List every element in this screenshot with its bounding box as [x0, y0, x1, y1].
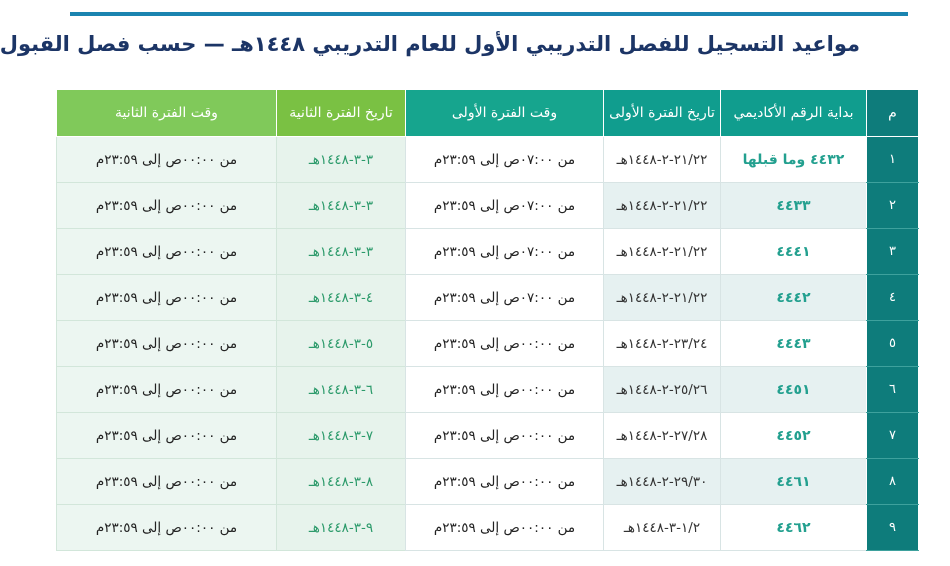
table-row — [57, 137, 919, 183]
second-period-date-cell: ٨-٣-١٤٤٨هـ — [277, 459, 406, 505]
second-period-time-cell: من ٠٠:٠٠ص إلى ٢٣:٥٩م — [57, 229, 277, 275]
table-row — [57, 413, 919, 459]
academic-start-cell: ٤٤٤٢ — [721, 275, 867, 321]
first-period-time-cell: من ٠٧:٠٠ص إلى ٢٣:٥٩م — [406, 183, 604, 229]
first-period-date-cell: ٢١/٢٢-٢-١٤٤٨هـ — [604, 275, 721, 321]
second-period-time-cell: من ٠٠:٠٠ص إلى ٢٣:٥٩م — [57, 321, 277, 367]
first-period-date-cell: ٢٣/٢٤-٢-١٤٤٨هـ — [604, 321, 721, 367]
table-row — [57, 321, 919, 367]
second-period-time-cell: من ٠٠:٠٠ص إلى ٢٣:٥٩م — [57, 137, 277, 183]
academic-start-cell: ٤٤٤١ — [721, 229, 867, 275]
top-rule — [70, 12, 908, 16]
row-number: ٣ — [867, 229, 919, 275]
header-number: م — [867, 90, 919, 137]
first-period-time-cell: من ٠٠:٠٠ص إلى ٢٣:٥٩م — [406, 413, 604, 459]
first-period-date-cell: ٢٩/٣٠-٢-١٤٤٨هـ — [604, 459, 721, 505]
header-first-period-time: وقت الفترة الأولى — [406, 90, 604, 137]
academic-start-cell: ٤٤٣٣ — [721, 183, 867, 229]
row-number: ٧ — [867, 413, 919, 459]
row-number: ٤ — [867, 275, 919, 321]
second-period-time-cell: من ٠٠:٠٠ص إلى ٢٣:٥٩م — [57, 459, 277, 505]
first-period-date-cell: ٢٥/٢٦-٢-١٤٤٨هـ — [604, 367, 721, 413]
second-period-date-cell: ٣-٣-١٤٤٨هـ — [277, 137, 406, 183]
academic-start-cell: ٤٤٤٣ — [721, 321, 867, 367]
first-period-time-cell: من ٠٠:٠٠ص إلى ٢٣:٥٩م — [406, 459, 604, 505]
first-period-time-cell: من ٠٧:٠٠ص إلى ٢٣:٥٩م — [406, 275, 604, 321]
registration-schedule-table — [56, 89, 919, 551]
first-period-time-cell: من ٠٠:٠٠ص إلى ٢٣:٥٩م — [406, 367, 604, 413]
academic-start-cell: ٤٤٣٢ وما قبلها — [721, 137, 867, 183]
table-row — [57, 229, 919, 275]
first-period-date-cell: ٢١/٢٢-٢-١٤٤٨هـ — [604, 229, 721, 275]
second-period-date-cell: ٥-٣-١٤٤٨هـ — [277, 321, 406, 367]
row-number: ٥ — [867, 321, 919, 367]
table-header-row — [57, 90, 919, 137]
second-period-time-cell: من ٠٠:٠٠ص إلى ٢٣:٥٩م — [57, 505, 277, 551]
first-period-date-cell: ٢٧/٢٨-٢-١٤٤٨هـ — [604, 413, 721, 459]
academic-start-cell: ٤٤٦٢ — [721, 505, 867, 551]
first-period-date-cell: ٢١/٢٢-٢-١٤٤٨هـ — [604, 137, 721, 183]
academic-start-cell: ٤٤٥١ — [721, 367, 867, 413]
first-period-time-cell: من ٠٧:٠٠ص إلى ٢٣:٥٩م — [406, 229, 604, 275]
first-period-time-cell: من ٠٠:٠٠ص إلى ٢٣:٥٩م — [406, 321, 604, 367]
row-number: ٦ — [867, 367, 919, 413]
first-period-date-cell: ٢١/٢٢-٢-١٤٤٨هـ — [604, 183, 721, 229]
table-row — [57, 459, 919, 505]
second-period-date-cell: ٣-٣-١٤٤٨هـ — [277, 229, 406, 275]
academic-start-cell: ٤٤٥٢ — [721, 413, 867, 459]
second-period-date-cell: ٧-٣-١٤٤٨هـ — [277, 413, 406, 459]
table-row — [57, 183, 919, 229]
first-period-date-cell: ١/٢-٣-١٤٤٨هـ — [604, 505, 721, 551]
second-period-date-cell: ٣-٣-١٤٤٨هـ — [277, 183, 406, 229]
row-number: ٢ — [867, 183, 919, 229]
second-period-date-cell: ٦-٣-١٤٤٨هـ — [277, 367, 406, 413]
header-second-period-date: تاريخ الفترة الثانية — [277, 90, 406, 137]
second-period-time-cell: من ٠٠:٠٠ص إلى ٢٣:٥٩م — [57, 183, 277, 229]
table-row — [57, 505, 919, 551]
second-period-time-cell: من ٠٠:٠٠ص إلى ٢٣:٥٩م — [57, 367, 277, 413]
row-number: ١ — [867, 137, 919, 183]
row-number: ٩ — [867, 505, 919, 551]
first-period-time-cell: من ٠٠:٠٠ص إلى ٢٣:٥٩م — [406, 505, 604, 551]
table-row — [57, 367, 919, 413]
row-number: ٨ — [867, 459, 919, 505]
table-row — [57, 275, 919, 321]
second-period-date-cell: ٩-٣-١٤٤٨هـ — [277, 505, 406, 551]
second-period-date-cell: ٤-٣-١٤٤٨هـ — [277, 275, 406, 321]
second-period-time-cell: من ٠٠:٠٠ص إلى ٢٣:٥٩م — [57, 413, 277, 459]
header-first-period-date: تاريخ الفترة الأولى — [604, 90, 721, 137]
academic-start-cell: ٤٤٦١ — [721, 459, 867, 505]
page-title: مواعيد التسجيل للفصل التدريبي الأول للعام التدريبي ١٤٤٨هـ — حسب فصل القبول — [0, 32, 860, 56]
second-period-time-cell: من ٠٠:٠٠ص إلى ٢٣:٥٩م — [57, 275, 277, 321]
first-period-time-cell: من ٠٧:٠٠ص إلى ٢٣:٥٩م — [406, 137, 604, 183]
header-academic-start: بداية الرقم الأكاديمي — [721, 90, 867, 137]
header-second-period-time: وقت الفترة الثانية — [57, 90, 277, 137]
